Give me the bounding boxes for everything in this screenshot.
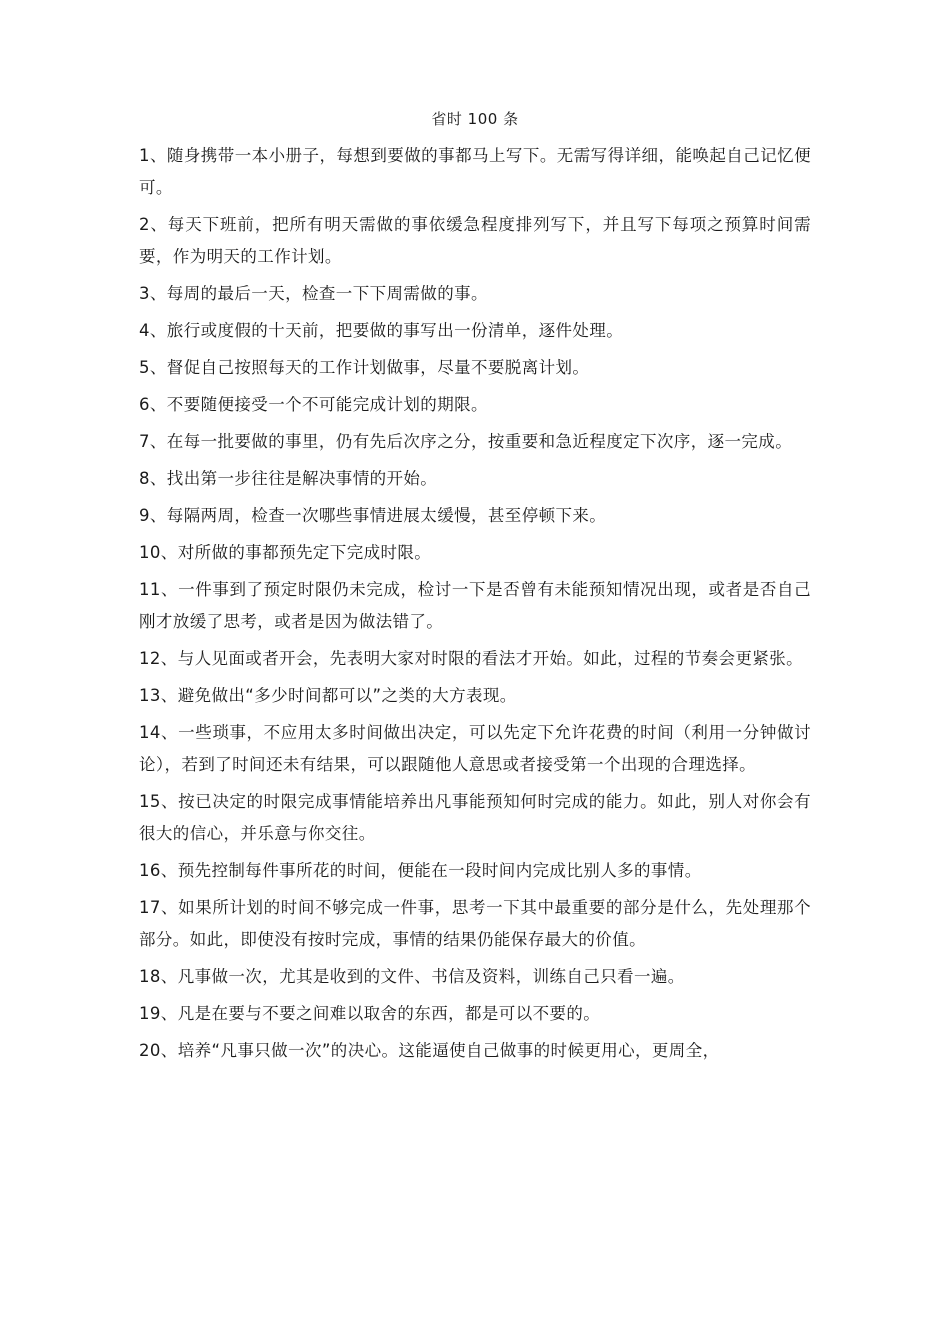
- list-item: 4、旅行或度假的十天前，把要做的事写出一份清单，逐件处理。: [139, 321, 624, 340]
- list-item: 8、找出第一步往往是解决事情的开始。: [139, 469, 438, 488]
- list-item: 11、一件事到了预定时限仍未完成，检讨一下是否曾有未能预知情况出现，或者是否自己刚才放缓了思考，或者是因为做法错了。: [139, 580, 811, 631]
- list-item: 9、每隔两周，检查一次哪些事情进展太缓慢，甚至停顿下来。: [139, 506, 607, 525]
- list-item: 5、督促自己按照每天的工作计划做事，尽量不要脱离计划。: [139, 358, 590, 377]
- list-item: 1、随身携带一本小册子，每想到要做的事都马上写下。无需写得详细，能唤起自己记忆便可。: [139, 146, 811, 197]
- list-item: 7、在每一批要做的事里，仍有先后次序之分，按重要和急近程度定下次序，逐一完成。: [139, 432, 793, 451]
- list-item: 17、如果所计划的时间不够完成一件事，思考一下其中最重要的部分是什么，先处理那个部分。如此，即使没有按时完成，事情的结果仍能保存最大的价值。: [139, 898, 811, 949]
- list-item: 14、一些琐事，不应用太多时间做出决定，可以先定下允许花费的时间（利用一分钟做讨论），若到了时间还未有结果，可以跟随他人意思或者接受第一个出现的合理选择。: [139, 723, 811, 774]
- list-item: 18、凡事做一次，尤其是收到的文件、书信及资料，训练自己只看一遍。: [139, 967, 685, 986]
- list-item: 10、对所做的事都预先定下完成时限。: [139, 543, 432, 562]
- list-item: 3、每周的最后一天，检查一下下周需做的事。: [139, 284, 488, 303]
- list-item: 15、按已决定的时限完成事情能培养出凡事能预知何时完成的能力。如此，别人对你会有很大的信心，并乐意与你交往。: [139, 792, 811, 843]
- list-item: 13、避免做出“多少时间都可以”之类的大方表现。: [139, 686, 517, 705]
- list-item: 20、培养“凡事只做一次”的决心。这能逼使自己做事的时候更用心，更周全，: [139, 1041, 720, 1060]
- list-item: 2、每天下班前，把所有明天需做的事依缓急程度排列写下，并且写下每项之预算时间需要，作为明天的工作计划。: [139, 215, 811, 266]
- list-item: 12、与人见面或者开会，先表明大家对时限的看法才开始。如此，过程的节奏会更紧张。: [139, 649, 803, 668]
- list-item: 19、凡是在要与不要之间难以取舍的东西，都是可以不要的。: [139, 1004, 601, 1023]
- document-body: [139, 140, 811, 1072]
- list-item: 6、不要随便接受一个不可能完成计划的期限。: [139, 395, 488, 414]
- list-item: 16、预先控制每件事所花的时间，便能在一段时间内完成比别人多的事情。: [139, 861, 702, 880]
- document-title: 省时 100 条: [431, 110, 519, 128]
